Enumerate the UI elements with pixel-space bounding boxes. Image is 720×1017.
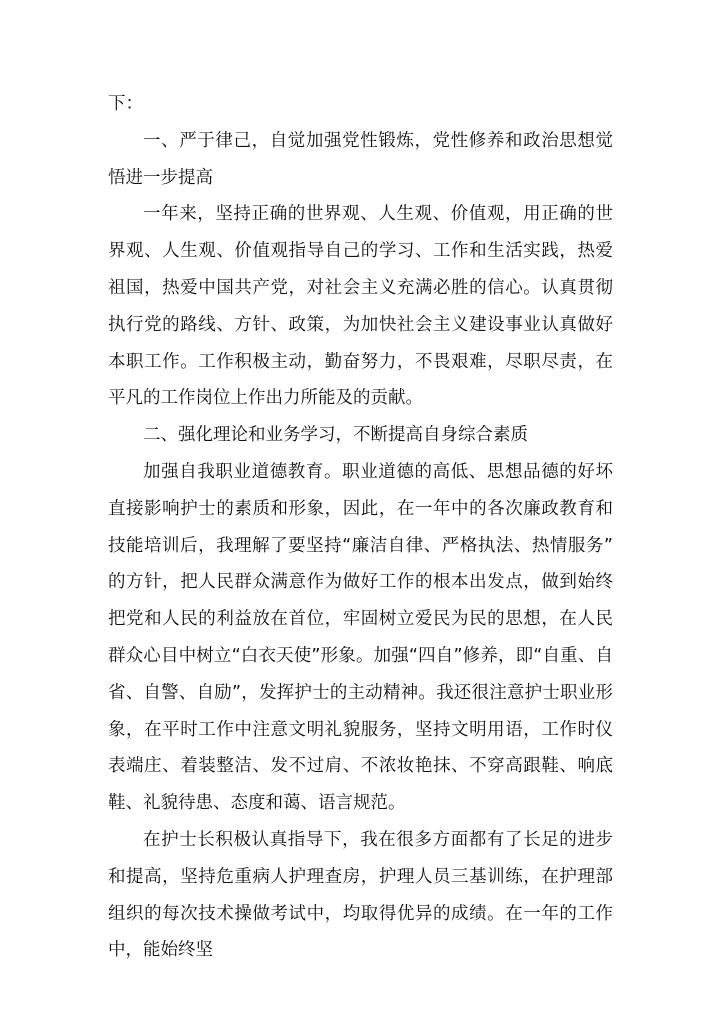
- paragraph-worldview: 一年来，坚持正确的世界观、人生观、价值观，用正确的世界观、人生观、价值观指导自己的学习、工作和生活实践，热爱祖国，热爱中国共产党，对社会主义充满必胜的信心。认真贯彻执行党的路线、方针、政策，为加快社会主义建设事业认真做好本职工作。工作积极主动，勤奋努力，不畏艰难，尽职尽责，在平凡的工作岗位上作出力所能及的贡献。: [108, 204, 613, 409]
- paragraph-guidance: 在护士长积极认真指导下，我在很多方面都有了长足的进步和提高，坚持危重病人护理查房，护理人员三基训练，在护理部组织的每次技术操做考试中，均取得优异的成绩。在一年的工作中，能始终坚: [108, 829, 613, 961]
- section-heading-1: 一、严于律己，自觉加强党性锻炼，党性修养和政治思想觉悟进一步提高: [108, 130, 613, 188]
- section-heading-2: 二、强化理论和业务学习，不断提高自身综合素质: [143, 425, 528, 446]
- paragraph-ethics: 加强自我职业道德教育。职业道德的高低、思想品德的好坏直接影响护士的素质和形象，因此，在一年中的各次廉政教育和技能培训后，我理解了要坚持“廉洁自律、严格执法、热情服务” 的方针，把人民群众满意作为做好工作的根本出发点，做到始终把党和人民的利益放在首位，牢固树立爱民为民的思想，在人民群众心目中树立“白衣天使”形象。加强“四自”修养，即“自重、自省、自警、自励”，发挥护士的主动精神。我还很注意护士职业形象，在平时工作中注意文明礼貌服务，坚持文明用语，工作时仪表端庄、着装整洁、发不过肩、不浓妆艳抹、不穿高跟鞋、响底鞋、礼貌待患、态度和蔼、语言规范。: [108, 461, 613, 814]
- document-body: [108, 86, 613, 969]
- paragraph-continuation: 下：: [108, 94, 143, 114]
